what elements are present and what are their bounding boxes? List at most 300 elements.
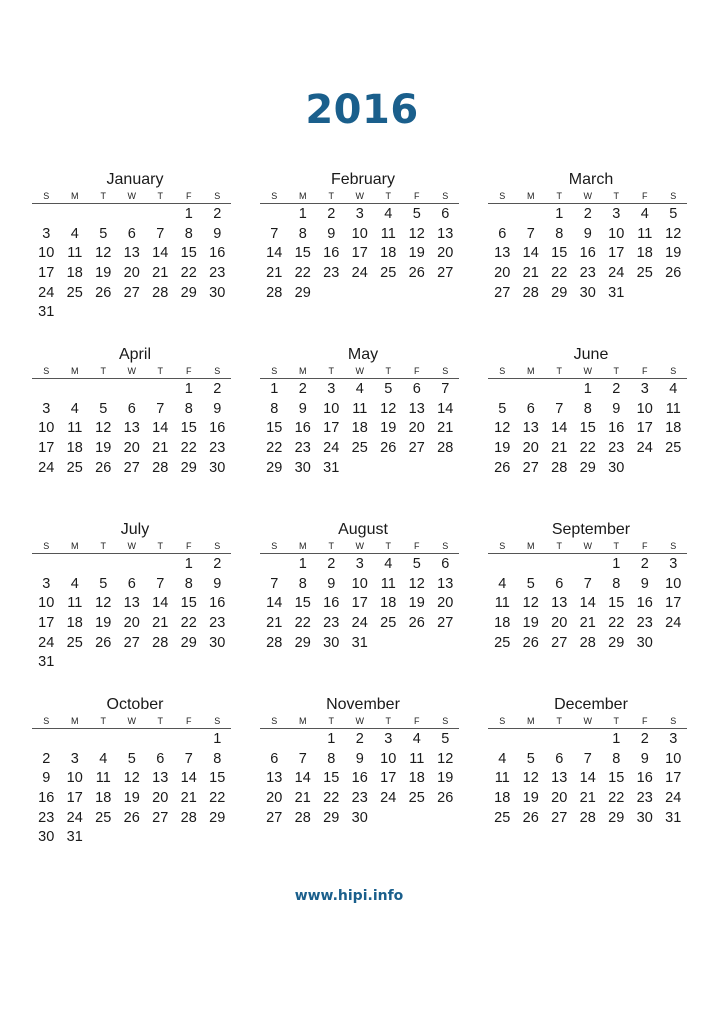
day-cell: 7 (184, 750, 193, 767)
day-cell: 3 (669, 731, 678, 747)
day-cell: 28 (152, 459, 169, 476)
day-cell: 28 (437, 440, 454, 457)
day-cell: 16 (209, 245, 226, 262)
day-cell: 10 (38, 245, 55, 262)
day-cell: 23 (579, 265, 596, 282)
weekday-label: F (414, 716, 420, 726)
weekday-label: W (127, 716, 136, 726)
day-cell: 22 (294, 265, 311, 282)
day-cell: 5 (99, 400, 108, 417)
day-cell: 29 (180, 634, 197, 651)
day-cell: 25 (380, 265, 397, 282)
empty-cell (89, 380, 118, 400)
day-cell: 6 (127, 400, 136, 417)
day-cell: 18 (95, 790, 112, 807)
day-cell: 11 (494, 770, 510, 787)
year-title: 2016 (305, 87, 419, 133)
day-cell: 10 (380, 750, 397, 767)
day-cell: 10 (38, 595, 55, 612)
day-cell: 27 (551, 809, 568, 826)
days-grid (32, 379, 231, 478)
day-cell: 4 (70, 575, 79, 592)
day-cell: 19 (437, 770, 454, 787)
weekday-label: T (385, 541, 391, 551)
weekday-label: T (385, 366, 391, 376)
day-cell: 4 (640, 206, 649, 222)
month-name: March (568, 171, 614, 188)
days-grid (260, 729, 459, 828)
day-cell: 22 (608, 615, 625, 632)
empty-cell (260, 555, 289, 575)
empty-cell (574, 555, 603, 575)
day-cell: 24 (38, 284, 55, 301)
day-cell: 1 (555, 206, 564, 222)
weekday-label: M (299, 716, 307, 726)
weekday-label: W (127, 366, 136, 376)
day-cell: 22 (209, 790, 226, 807)
day-cell: 23 (209, 440, 226, 457)
day-cell: 26 (494, 459, 511, 476)
weekday-label: T (385, 716, 391, 726)
weekday-header (32, 190, 231, 204)
weekday-label: T (100, 716, 106, 726)
day-cell: 8 (184, 400, 193, 417)
day-cell: 11 (637, 225, 653, 242)
day-cell: 11 (409, 750, 425, 767)
day-cell: 25 (408, 790, 425, 807)
day-cell: 1 (612, 731, 621, 747)
weekday-label: T (556, 366, 562, 376)
weekday-label: M (299, 366, 307, 376)
day-cell: 11 (67, 595, 83, 612)
day-cell: 16 (294, 420, 311, 437)
weekday-header (32, 365, 231, 379)
day-cell: 17 (351, 595, 368, 612)
day-cell: 21 (152, 615, 169, 632)
day-cell: 30 (209, 459, 226, 476)
day-cell: 13 (266, 770, 283, 787)
day-cell: 10 (351, 225, 368, 242)
day-cell: 20 (551, 615, 568, 632)
day-cell: 8 (327, 750, 336, 767)
weekday-label: S (271, 541, 278, 551)
day-cell: 5 (526, 575, 535, 592)
days-grid (260, 204, 459, 303)
day-cell: 17 (636, 420, 653, 437)
day-cell: 26 (522, 809, 539, 826)
weekday-header (488, 365, 687, 379)
day-cell: 14 (522, 245, 539, 262)
day-cell: 12 (408, 225, 425, 242)
day-cell: 17 (380, 770, 397, 787)
day-cell: 13 (152, 770, 169, 787)
day-cell: 6 (526, 400, 535, 417)
month-april (32, 345, 228, 478)
day-cell: 22 (579, 440, 596, 457)
day-cell: 14 (266, 595, 283, 612)
weekday-header (488, 540, 687, 554)
day-cell: 16 (608, 420, 625, 437)
day-cell: 27 (408, 440, 425, 457)
weekday-label: T (157, 716, 163, 726)
empty-cell (488, 555, 517, 575)
day-cell: 1 (270, 381, 279, 397)
day-cell: 25 (494, 634, 511, 651)
day-cell: 24 (38, 634, 55, 651)
weekday-label: M (71, 541, 79, 551)
day-cell: 9 (213, 400, 222, 417)
day-cell: 17 (665, 770, 682, 787)
day-cell: 28 (266, 634, 283, 651)
empty-cell (89, 730, 118, 750)
days-grid (488, 379, 687, 478)
day-cell: 8 (298, 225, 307, 242)
day-cell: 10 (351, 575, 368, 592)
day-cell: 15 (266, 420, 283, 437)
weekday-label: T (328, 541, 334, 551)
weekday-label: S (499, 191, 506, 201)
weekday-label: F (642, 366, 648, 376)
day-cell: 1 (184, 206, 193, 222)
day-cell: 25 (66, 459, 83, 476)
day-cell: 25 (66, 284, 83, 301)
day-cell: 30 (209, 284, 226, 301)
days-grid (488, 554, 687, 653)
day-cell: 5 (412, 556, 421, 572)
day-cell: 5 (498, 400, 507, 417)
empty-cell (32, 730, 61, 750)
day-cell: 25 (351, 440, 368, 457)
day-cell: 18 (351, 420, 368, 437)
empty-cell (488, 380, 517, 400)
day-cell: 14 (294, 770, 311, 787)
day-cell: 3 (640, 381, 649, 397)
day-cell: 29 (608, 809, 625, 826)
day-cell: 13 (551, 595, 568, 612)
weekday-label: S (43, 541, 50, 551)
day-cell: 13 (551, 770, 568, 787)
weekday-label: W (127, 541, 136, 551)
day-cell: 6 (555, 750, 564, 767)
weekday-label: T (328, 366, 334, 376)
weekday-header (488, 190, 687, 204)
day-cell: 2 (612, 381, 621, 397)
day-cell: 9 (355, 750, 364, 767)
day-cell: 16 (351, 770, 368, 787)
weekday-label: S (442, 191, 449, 201)
weekday-header (260, 365, 459, 379)
day-cell: 12 (95, 245, 112, 262)
day-cell: 16 (323, 245, 340, 262)
day-cell: 23 (323, 615, 340, 632)
day-cell: 16 (209, 595, 226, 612)
weekday-label: S (214, 366, 221, 376)
day-cell: 20 (522, 440, 539, 457)
day-cell: 12 (123, 770, 140, 787)
day-cell: 16 (636, 770, 653, 787)
day-cell: 14 (551, 420, 568, 437)
day-cell: 21 (551, 440, 568, 457)
day-cell: 31 (665, 809, 682, 826)
day-cell: 28 (551, 459, 568, 476)
day-cell: 1 (184, 381, 193, 397)
day-cell: 6 (441, 556, 450, 572)
day-cell: 9 (327, 225, 336, 242)
day-cell: 15 (209, 770, 226, 787)
day-cell: 7 (583, 575, 592, 592)
day-cell: 25 (66, 634, 83, 651)
day-cell: 28 (152, 634, 169, 651)
weekday-label: T (157, 541, 163, 551)
day-cell: 19 (95, 615, 112, 632)
day-cell: 24 (351, 615, 368, 632)
day-cell: 16 (38, 790, 55, 807)
day-cell: 1 (583, 381, 592, 397)
day-cell: 24 (323, 440, 340, 457)
day-cell: 10 (323, 400, 340, 417)
days-grid (32, 204, 231, 323)
day-cell: 30 (608, 459, 625, 476)
day-cell: 15 (551, 245, 568, 262)
weekday-label: S (499, 716, 506, 726)
day-cell: 8 (213, 750, 222, 767)
day-cell: 16 (209, 420, 226, 437)
empty-cell (32, 380, 61, 400)
weekday-label: W (583, 366, 592, 376)
empty-cell (289, 730, 318, 750)
day-cell: 27 (152, 809, 169, 826)
month-february (260, 170, 456, 303)
empty-cell (260, 730, 289, 750)
day-cell: 6 (270, 750, 279, 767)
day-cell: 17 (323, 420, 340, 437)
day-cell: 28 (522, 284, 539, 301)
day-cell: 1 (298, 556, 307, 572)
day-cell: 17 (66, 790, 83, 807)
weekday-label: W (355, 191, 364, 201)
day-cell: 31 (351, 634, 368, 651)
day-cell: 23 (38, 809, 55, 826)
day-cell: 19 (522, 790, 539, 807)
weekday-label: S (271, 191, 278, 201)
day-cell: 7 (156, 575, 165, 592)
weekday-label: W (355, 541, 364, 551)
day-cell: 29 (180, 459, 197, 476)
day-cell: 4 (498, 750, 507, 767)
day-cell: 20 (123, 615, 140, 632)
month-name: August (338, 521, 388, 538)
weekday-label: S (670, 366, 677, 376)
day-cell: 22 (180, 440, 197, 457)
day-cell: 27 (266, 809, 283, 826)
day-cell: 21 (437, 420, 454, 437)
day-cell: 25 (95, 809, 112, 826)
day-cell: 8 (612, 575, 621, 592)
day-cell: 13 (123, 245, 140, 262)
day-cell: 9 (583, 225, 592, 242)
day-cell: 3 (669, 556, 678, 572)
weekday-label: S (442, 366, 449, 376)
empty-cell (32, 205, 61, 225)
day-cell: 28 (579, 634, 596, 651)
day-cell: 29 (608, 634, 625, 651)
day-cell: 15 (323, 770, 340, 787)
day-cell: 15 (180, 420, 197, 437)
day-cell: 5 (384, 381, 393, 397)
day-cell: 1 (327, 731, 336, 747)
day-cell: 3 (42, 400, 51, 417)
days-grid (488, 204, 687, 303)
day-cell: 19 (494, 440, 511, 457)
day-cell: 30 (636, 809, 653, 826)
day-cell: 30 (294, 459, 311, 476)
weekday-label: F (414, 541, 420, 551)
day-cell: 3 (384, 731, 393, 747)
day-cell: 11 (67, 420, 83, 437)
day-cell: 31 (608, 284, 625, 301)
day-cell: 29 (294, 634, 311, 651)
weekday-label: W (583, 716, 592, 726)
day-cell: 19 (408, 245, 425, 262)
empty-cell (260, 205, 289, 225)
day-cell: 21 (152, 265, 169, 282)
empty-cell (175, 730, 204, 750)
empty-cell (146, 555, 175, 575)
weekday-label: W (583, 191, 592, 201)
day-cell: 11 (67, 245, 83, 262)
weekday-label: F (642, 541, 648, 551)
day-cell: 18 (494, 790, 511, 807)
day-cell: 4 (70, 225, 79, 242)
day-cell: 4 (384, 206, 393, 222)
day-cell: 23 (294, 440, 311, 457)
weekday-label: W (355, 716, 364, 726)
day-cell: 12 (95, 420, 112, 437)
weekday-label: M (527, 716, 535, 726)
month-name: October (106, 696, 164, 713)
day-cell: 21 (180, 790, 197, 807)
weekday-label: M (527, 366, 535, 376)
weekday-label: T (613, 541, 619, 551)
day-cell: 9 (640, 575, 649, 592)
day-cell: 21 (579, 790, 596, 807)
day-cell: 5 (526, 750, 535, 767)
day-cell: 16 (579, 245, 596, 262)
day-cell: 31 (66, 829, 83, 846)
day-cell: 25 (665, 440, 682, 457)
day-cell: 18 (66, 615, 83, 632)
empty-cell (118, 730, 147, 750)
day-cell: 20 (494, 265, 511, 282)
month-march (488, 170, 684, 303)
day-cell: 6 (498, 225, 507, 242)
empty-cell (89, 205, 118, 225)
day-cell: 26 (665, 265, 682, 282)
day-cell: 14 (152, 420, 169, 437)
day-cell: 6 (127, 575, 136, 592)
day-cell: 6 (127, 225, 136, 242)
day-cell: 22 (180, 265, 197, 282)
day-cell: 19 (123, 790, 140, 807)
day-cell: 3 (42, 225, 51, 242)
day-cell: 4 (384, 556, 393, 572)
day-cell: 6 (156, 750, 165, 767)
day-cell: 1 (213, 731, 222, 747)
day-cell: 7 (270, 575, 279, 592)
day-cell: 13 (437, 225, 454, 242)
day-cell: 2 (583, 206, 592, 222)
weekday-header (488, 715, 687, 729)
day-cell: 4 (498, 575, 507, 592)
day-cell: 3 (327, 381, 336, 397)
empty-cell (488, 730, 517, 750)
day-cell: 6 (412, 381, 421, 397)
day-cell: 21 (294, 790, 311, 807)
weekday-label: S (442, 541, 449, 551)
day-cell: 9 (327, 575, 336, 592)
weekday-header (260, 540, 459, 554)
footer-url[interactable]: www.hipi.info (294, 888, 404, 904)
day-cell: 30 (351, 809, 368, 826)
day-cell: 26 (95, 284, 112, 301)
day-cell: 21 (152, 440, 169, 457)
days-grid (488, 729, 687, 828)
month-october (32, 695, 228, 848)
empty-cell (517, 730, 546, 750)
empty-cell (146, 380, 175, 400)
day-cell: 11 (352, 400, 368, 417)
day-cell: 8 (612, 750, 621, 767)
day-cell: 19 (408, 595, 425, 612)
day-cell: 20 (437, 595, 454, 612)
weekday-label: M (299, 191, 307, 201)
month-june (488, 345, 684, 478)
day-cell: 2 (355, 731, 364, 747)
day-cell: 25 (494, 809, 511, 826)
weekday-label: T (328, 191, 334, 201)
day-cell: 28 (180, 809, 197, 826)
empty-cell (61, 555, 90, 575)
day-cell: 5 (669, 206, 678, 222)
empty-cell (517, 555, 546, 575)
day-cell: 9 (612, 400, 621, 417)
day-cell: 10 (665, 750, 682, 767)
day-cell: 2 (640, 731, 649, 747)
day-cell: 14 (152, 595, 169, 612)
weekday-label: S (670, 541, 677, 551)
day-cell: 9 (298, 400, 307, 417)
weekday-header (32, 715, 231, 729)
empty-cell (118, 555, 147, 575)
day-cell: 24 (665, 790, 682, 807)
day-cell: 27 (522, 459, 539, 476)
day-cell: 2 (42, 750, 51, 767)
day-cell: 21 (579, 615, 596, 632)
day-cell: 8 (270, 400, 279, 417)
day-cell: 27 (437, 265, 454, 282)
empty-cell (32, 555, 61, 575)
day-cell: 5 (441, 731, 450, 747)
weekday-label: W (355, 366, 364, 376)
day-cell: 25 (636, 265, 653, 282)
day-cell: 17 (38, 265, 55, 282)
day-cell: 2 (327, 556, 336, 572)
empty-cell (488, 205, 517, 225)
empty-cell (545, 730, 574, 750)
day-cell: 27 (437, 615, 454, 632)
weekday-label: M (299, 541, 307, 551)
weekday-header (260, 715, 459, 729)
